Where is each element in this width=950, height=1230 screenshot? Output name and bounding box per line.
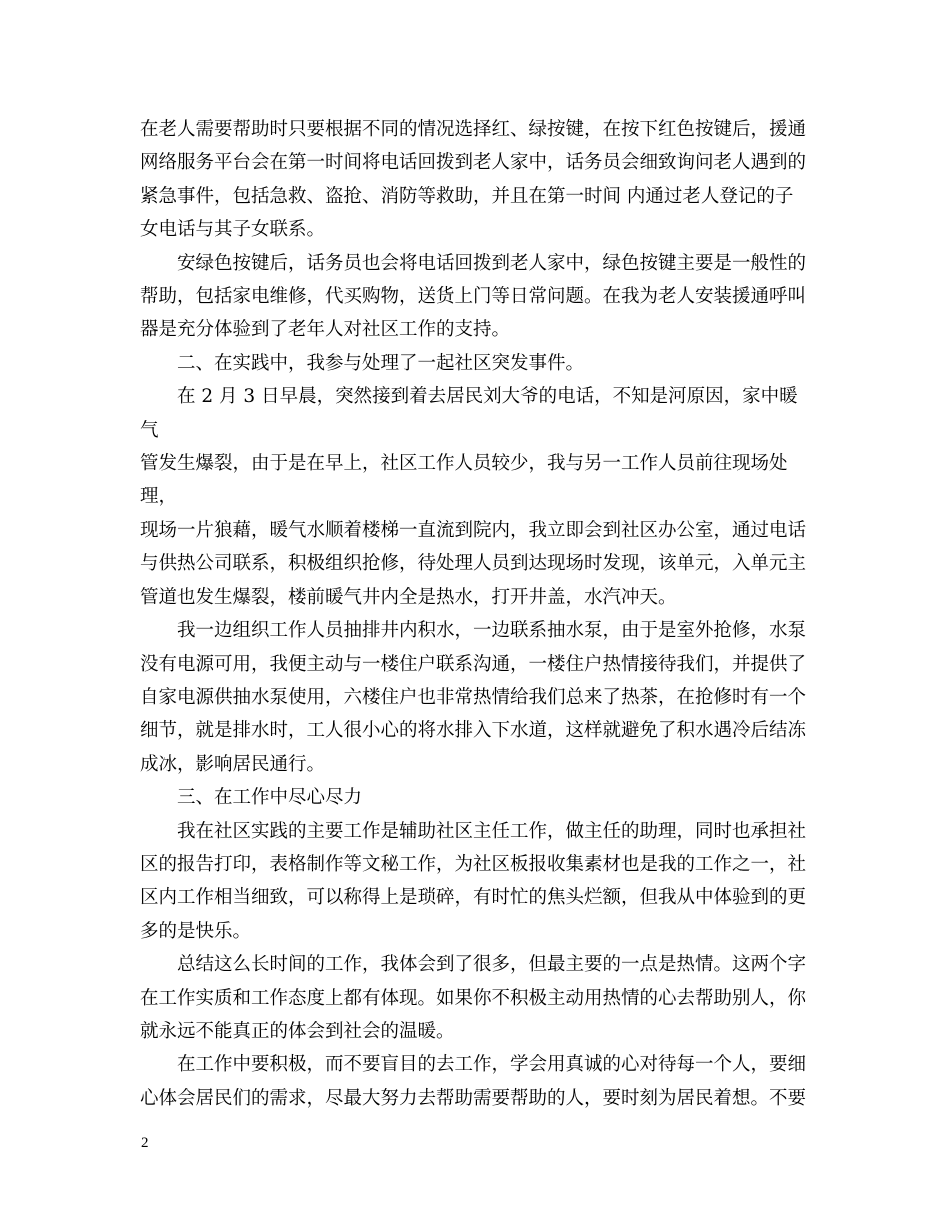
section-heading-3: 三、在工作中尽心尽力 <box>177 787 363 809</box>
document-body <box>140 113 810 1115</box>
page-number: 2 <box>141 1135 149 1151</box>
paragraph-5: 我一边组织工作人员抽排井内积水，一边联系抽水泵，由于是室外抢修，水泵 没有电源可用，我便主动与一楼住户联系沟通，一楼住户热情接待我们，并提供了 自家电源供抽水泵使用，六楼住户也非常热情给我们总来了热茶，在抢修时有一个 细节，就是排水时，工人很小心的将水排入下水道，这样就避免了积水遇冷后结冻 成冰，影响居民通行。 <box>140 620 807 775</box>
paragraph-7: 我在社区实践的主要工作是辅助社区主任工作，做主任的助理，同时也承担社 区的报告打印，表格制作等文秘工作，为社区板报收集素材也是我的工作之一，社 区内工作相当细致，可以称得上是琐碎，有时忙的焦头烂额，但我从中体验到的更 多的是快乐。 <box>140 820 807 942</box>
paragraph-8: 总结这么长时间的工作，我体会到了很多，但最主要的一点是热情。这两个字 在工作实质和工作态度上都有体现。如果你不积极主动用热情的心去帮助别人，你 就永远不能真正的体会到社会的温暖。 <box>140 954 807 1042</box>
paragraph-2: 安绿色按键后，话务员也会将电话回拨到老人家中，绿色按键主要是一般性的 帮助，包括家电维修，代买购物，送货上门等日常问题。在我为老人安装援通呼叫 器是充分体验到了老年人对社区工作的支持。 <box>140 252 807 341</box>
paragraph-1: 在老人需要帮助时只要根据不同的情况选择红、绿按键，在按下红色按键后，援通 网络服务平台会在第一时间将电话回拨到老人家中，话务员会细致询问老人遇到的 紧急事件，包括急救、盗抢、消防等救助，并且在第一时间 内通过老人登记的子 女电话与其子女联系。 <box>140 119 807 241</box>
paragraph-9: 在工作中要积极，而不要盲目的去工作，学会用真诚的心对待每一个人，要细 心体会居民们的需求，尽最大努力去帮助需要帮助的人，要时刻为居民着想。不要 <box>140 1054 807 1109</box>
section-heading-2: 二、在实践中，我参与处理了一起社区突发事件。 <box>177 352 585 374</box>
paragraph-4: 在 2 月 3 日早晨，突然接到着去居民刘大爷的电话，不知是河原因，家中暖气 管发生爆裂，由于是在早上，社区工作人员较少，我与另一工作人员前往现场处理， 现场一片狼藉，暖气水顺着楼梯一直流到院内，我立即会到社区办公室，通过电话 与供热公司联系，积极组织抢修，待处理人员到达现场时发现，该单元，入单元主 管道也发生爆裂，楼前暖气井内全是热水，打开井盖，水汽冲天。 <box>140 386 807 608</box>
